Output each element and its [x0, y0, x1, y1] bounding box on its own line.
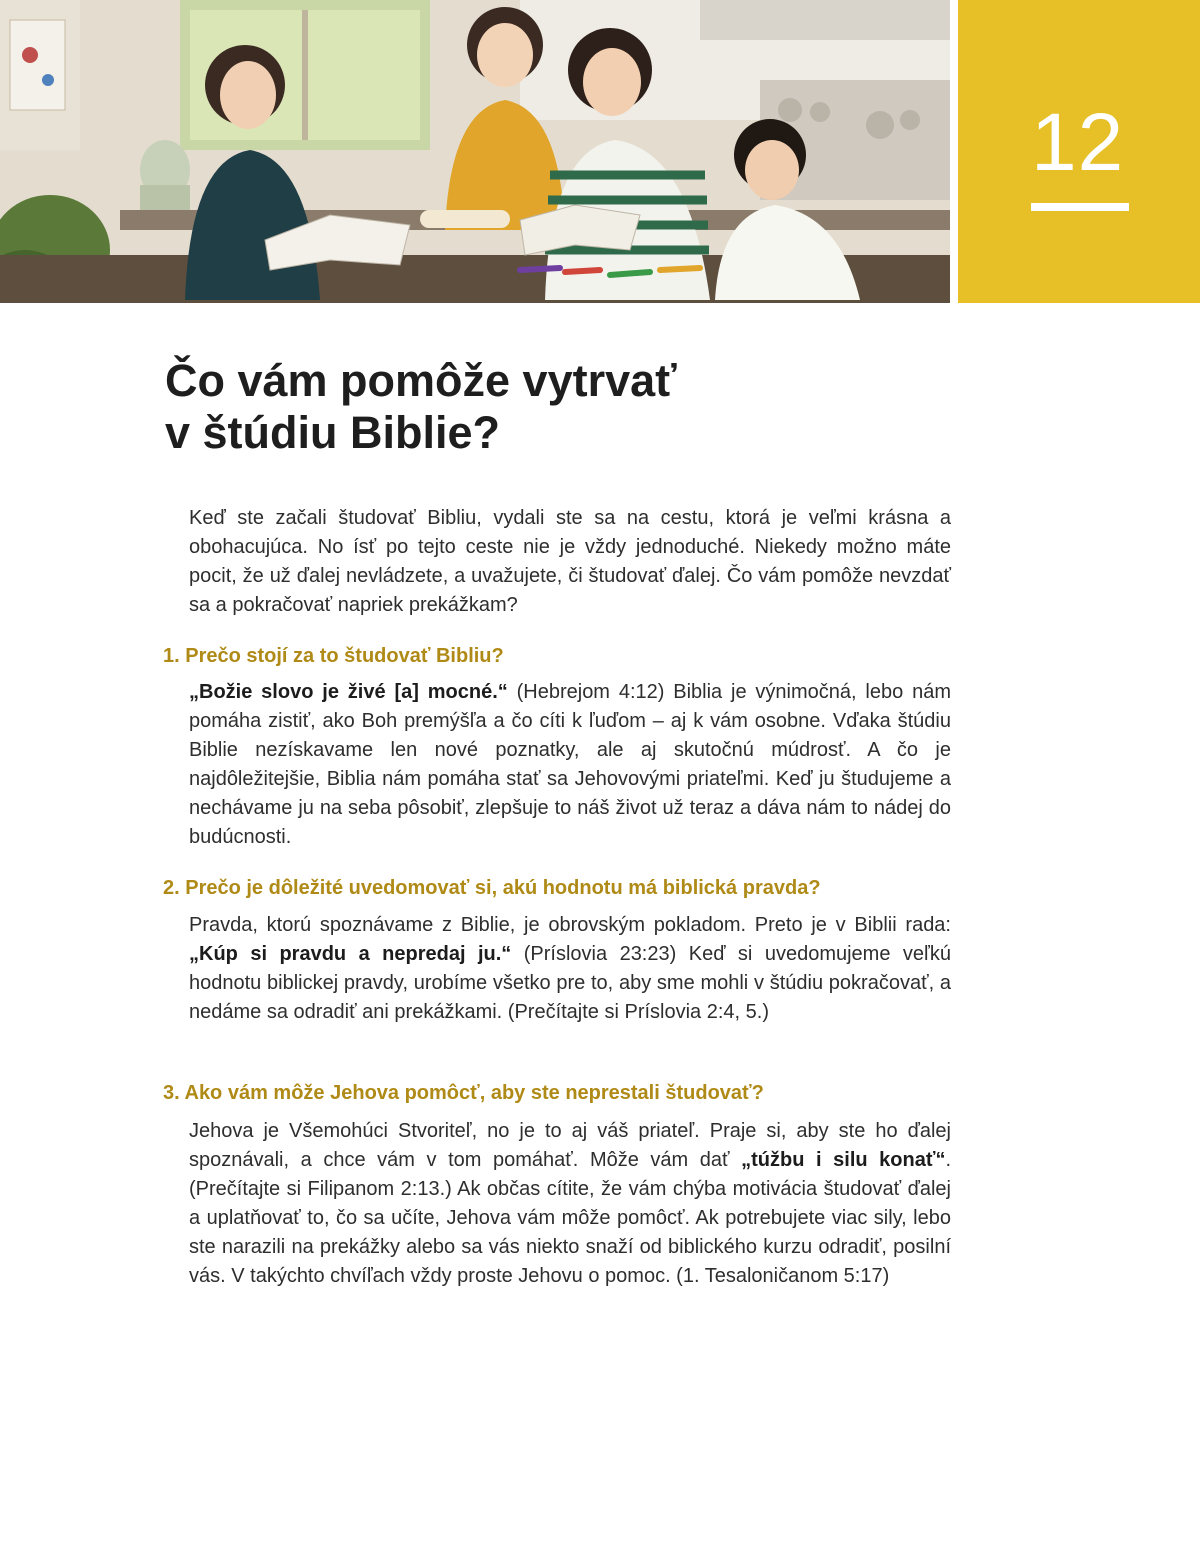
section-3-quote: „túžbu i silu konať“: [741, 1149, 946, 1171]
chapter-number: 12: [1031, 97, 1125, 188]
section-2-paragraph: [189, 911, 951, 1027]
section-1-paragraph: [189, 678, 951, 852]
section-2-text-after: (Príslovia 23:23) Keď si uvedomujeme veľkú hodnotu biblickej pravdy, urobíme všetko pre to, aby sme mohli v štúdiu pokračovať, a nedáme sa odradiť ani prekážkami. (Prečítajte si Príslovia 2:4, 5.): [189, 943, 951, 1023]
section-1-heading: 1. Prečo stojí za to študovať Bibliu?: [163, 645, 504, 667]
section-3-heading: 3. Ako vám môže Jehova pomôcť, aby ste neprestali študovať?: [163, 1082, 764, 1104]
page-title: [165, 355, 925, 459]
section-2-text-before: Pravda, ktorú spoznávame z Biblie, je obrovským pokladom. Preto je v Biblii rada:: [189, 914, 951, 936]
section-3-paragraph: [189, 1117, 951, 1291]
section-1-quote: „Božie slovo je živé [a] mocné.“: [189, 681, 508, 703]
chapter-number-underline: [1031, 203, 1129, 211]
section-2-quote: „Kúp si pravdu a nepredaj ju.“: [189, 943, 512, 965]
section-3-text-before: Jehova je Všemohúci Stvoriteľ, no je to aj váš priateľ. Praje si, aby ste ho ďalej spoznávali, a chce vám v tom pomáhať. Môže vám dať: [189, 1120, 951, 1171]
intro-paragraph: Keď ste začali študovať Bibliu, vydali ste sa na cestu, ktorá je veľmi krásna a obohacujúca. No ísť po tejto ceste nie je vždy jednoduché. Niekedy možno máte pocit, že už ďalej nevládzete, a uvažujete, či študovať ďalej. Čo vám pomôže nevzdať sa a pokračovať napriek prekážkam?: [189, 507, 951, 616]
header-photo: [0, 0, 950, 303]
page-title-line-2: v štúdiu Biblie?: [165, 407, 501, 458]
section-2-heading: 2. Prečo je dôležité uvedomovať si, akú hodnotu má biblická pravda?: [163, 877, 821, 899]
section-1-text: (Hebrejom 4:12) Biblia je výnimočná, lebo nám pomáha zistiť, ako Boh premýšľa a čo cíti k ľuďom – aj k vám osobne. Vďaka štúdiu Biblie nezískavame len nové poznatky, ale aj skutočnú múdrosť. A čo je najdôležitejšie, Biblia nám pomáha stať sa Jehovovými priateľmi. Keď ju študujeme a nechávame ju na seba pôsobiť, zlepšuje to náš život už teraz a dáva nám to nádej do budúcnosti.: [189, 681, 951, 848]
page-title-line-1: Čo vám pomôže vytrvať: [165, 355, 677, 406]
section-3-text-after: . (Prečítajte si Filipanom 2:13.) Ak občas cítite, že vám chýba motivácia študovať ďalej a uplatňovať to, čo sa učíte, Jehova vám môže pomôcť. Ak potrebujete viac sily, lebo ste narazili na prekážky alebo sa vás niekto snaží od biblického kurzu odradiť, posilní vás. V takýchto chvíľach vždy proste Jehovu o pomoc. (1. Tesaloničanom 5:17): [189, 1149, 952, 1287]
family-bible-study-illustration: [0, 0, 950, 303]
